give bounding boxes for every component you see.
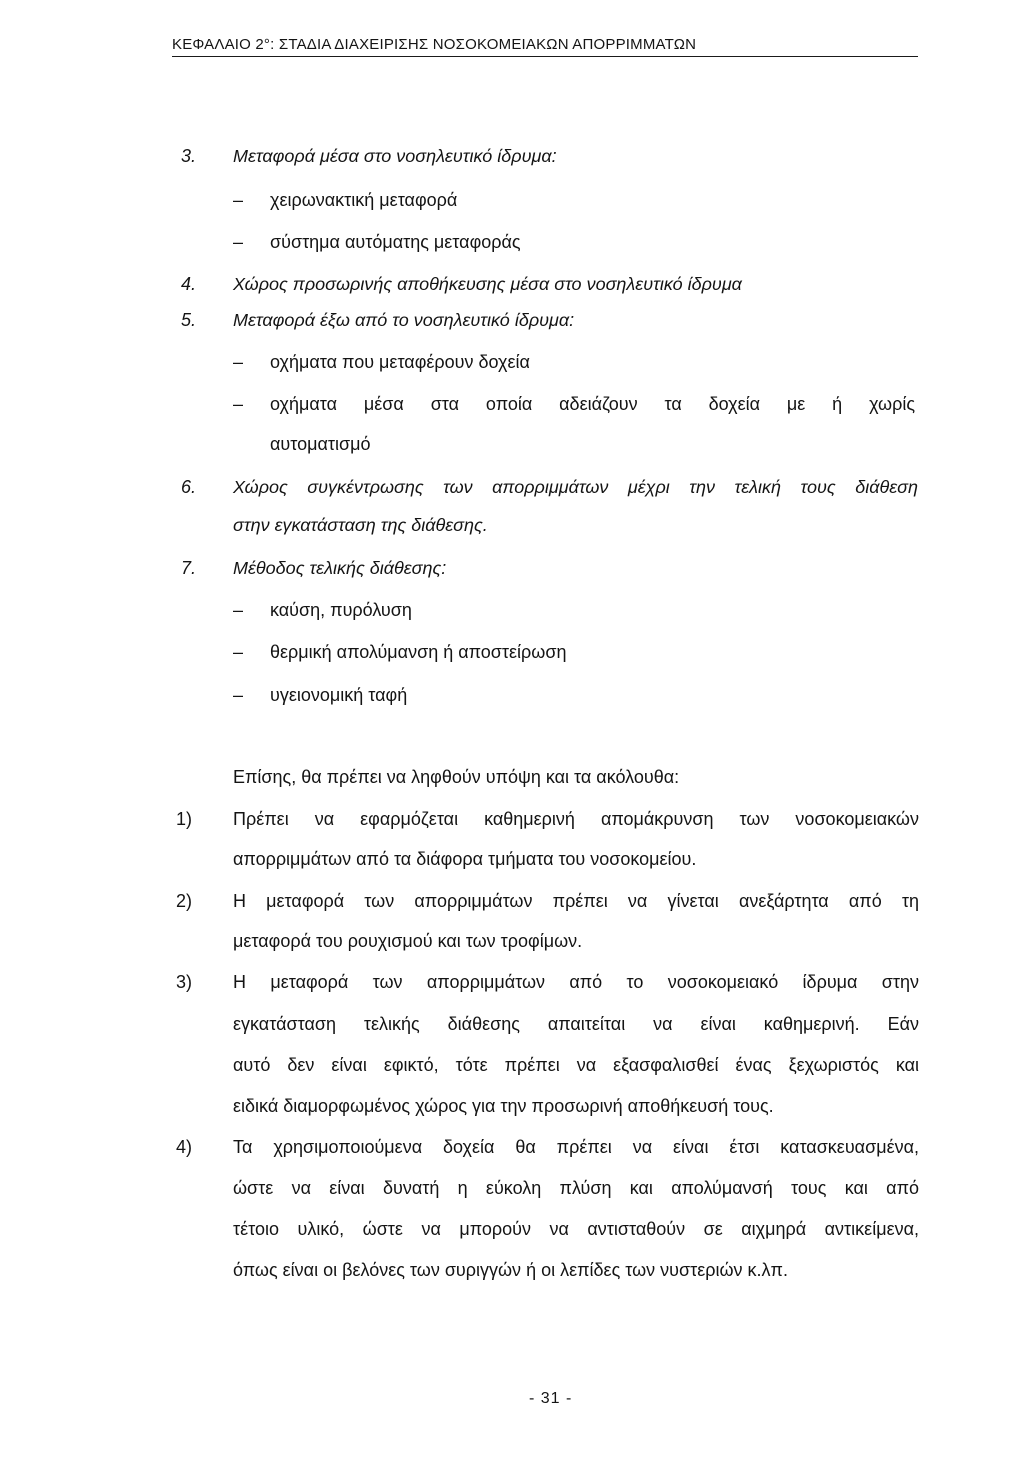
- intro-paragraph: Επίσης, θα πρέπει να ληφθούν υπόψη και τα ακόλουθα:: [233, 767, 680, 787]
- point-3-line: αυτό δεν είναι εφικτό, τότε πρέπει να εξασφαλισθεί ένας ξεχωριστός και: [233, 1055, 919, 1075]
- stage-3-title: Μεταφορά μέσα στο νοσηλευτικό ίδρυμα:: [233, 146, 557, 166]
- bullet-text: σύστημα αυτόματης μεταφοράς: [270, 232, 521, 252]
- stage-6-title: Χώρος συγκέντρωσης των απορριμμάτων μέχρι την τελική τους διάθεση: [233, 477, 918, 497]
- bullet-dash: –: [233, 600, 244, 620]
- bullet-text: θερμική απολύμανση ή αποστείρωση: [270, 642, 567, 662]
- point-3-line: ειδικά διαμορφωμένος χώρος για την προσωρινή αποθήκευσή τους.: [233, 1096, 774, 1116]
- stage-6-title-continued: στην εγκατάσταση της διάθεσης.: [233, 515, 488, 535]
- bullet-dash: –: [233, 394, 244, 414]
- stage-7-title: Μέθοδος τελικής διάθεσης:: [233, 558, 447, 578]
- point-3-number: 3): [176, 972, 193, 992]
- bullet-dash: –: [233, 190, 244, 210]
- point-3-line: Η μεταφορά των απορριμμάτων από το νοσοκομειακό ίδρυμα στην: [233, 972, 919, 992]
- stage-3-number: 3.: [181, 146, 197, 166]
- point-4-line: όπως είναι οι βελόνες των συριγγών ή οι λεπίδες των νυστεριών κ.λπ.: [233, 1260, 788, 1280]
- point-1-line: απορριμμάτων από τα διάφορα τμήματα του νοσοκομείου.: [233, 849, 697, 869]
- bullet-dash: –: [233, 352, 244, 372]
- point-4-line: Τα χρησιμοποιούμενα δοχεία θα πρέπει να είναι έτσι κατασκευασμένα,: [233, 1137, 919, 1157]
- point-2-number: 2): [176, 891, 193, 911]
- point-1-number: 1): [176, 809, 193, 829]
- bullet-dash: –: [233, 232, 244, 252]
- point-4-line: τέτοιο υλικό, ώστε να μπορούν να αντισταθούν σε αιχμηρά αντικείμενα,: [233, 1219, 919, 1239]
- bullet-dash: –: [233, 685, 244, 705]
- bullet-text: οχήματα που μεταφέρουν δοχεία: [270, 352, 530, 372]
- point-1-line: Πρέπει να εφαρμόζεται καθημερινή απομάκρυνση των νοσοκομειακών: [233, 809, 919, 829]
- bullet-text: χειρωνακτική μεταφορά: [270, 190, 458, 210]
- bullet-dash: –: [233, 642, 244, 662]
- point-4-number: 4): [176, 1137, 193, 1157]
- point-3-line: εγκατάσταση τελικής διάθεσης απαιτείται να είναι καθημερινή. Εάν: [233, 1014, 919, 1034]
- bullet-text: οχήματα μέσα στα οποία αδειάζουν τα δοχεία με ή χωρίς: [270, 394, 915, 414]
- point-2-line: μεταφορά του ρουχισμού και των τροφίμων.: [233, 931, 583, 951]
- point-2-line: Η μεταφορά των απορριμμάτων πρέπει να γίνεται ανεξάρτητα από τη: [233, 891, 919, 911]
- bullet-text: υγειονομική ταφή: [270, 685, 408, 705]
- bullet-text-continued: αυτοματισμό: [270, 434, 371, 454]
- stage-6-number: 6.: [181, 477, 197, 497]
- stage-4-title: Χώρος προσωρινής αποθήκευσης μέσα στο νοσηλευτικό ίδρυμα: [233, 274, 742, 294]
- stage-5-number: 5.: [181, 310, 197, 330]
- stage-7-number: 7.: [181, 558, 197, 578]
- page-header: ΚΕΦΑΛΑΙΟ 2°: ΣΤΑΔΙΑ ΔΙΑΧΕΙΡΙΣΗΣ ΝΟΣΟΚΟΜΕΙΑΚΩΝ ΑΠΟΡΡΙΜΜΑΤΩΝ: [172, 36, 918, 57]
- stage-4-number: 4.: [181, 274, 197, 294]
- stage-5-title: Μεταφορά έξω από το νοσηλευτικό ίδρυμα:: [233, 310, 575, 330]
- point-4-line: ώστε να είναι δυνατή η εύκολη πλύση και απολύμανσή τους και από: [233, 1178, 919, 1198]
- bullet-text: καύση, πυρόλυση: [270, 600, 412, 620]
- page-number: - 31 -: [529, 1390, 573, 1407]
